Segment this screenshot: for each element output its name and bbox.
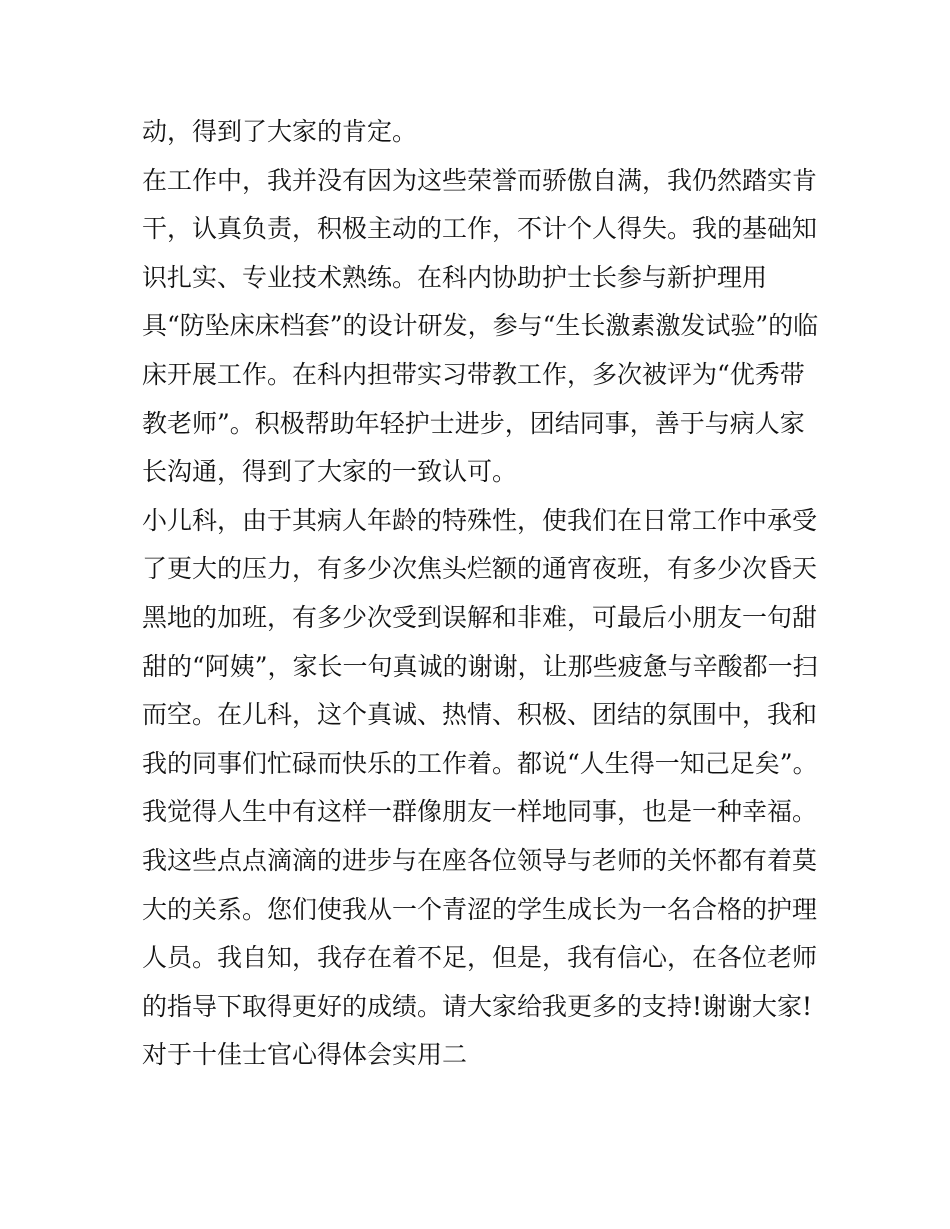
text-line: 具“防坠床床档套”的设计研发，参与“生长激素激发试验”的临	[142, 311, 819, 341]
text-line: 甜的“阿姨”，家长一句真诚的谢谢，让那些疲惫与辛酸都一扫	[142, 651, 818, 681]
text-line: 识扎实、专业技术熟练。在科内协助护士长参与新护理用	[142, 262, 768, 292]
text-line: 而空。在儿科，这个真诚、热情、积极、团结的氛围中，我和	[142, 700, 818, 730]
text-line: 干，认真负责，积极主动的工作，不计个人得失。我的基础知	[142, 214, 818, 244]
text-line: 小儿科，由于其病人年龄的特殊性，使我们在日常工作中承受	[142, 505, 818, 535]
text-line: 在工作中，我并没有因为这些荣誉而骄傲自满，我仍然踏实肯	[142, 165, 818, 195]
text-line: 动，得到了大家的肯定。	[142, 117, 418, 146]
document-body	[142, 108, 832, 1080]
text-line: 了更大的压力，有多少次焦头烂额的通宵夜班，有多少次昏天	[142, 554, 818, 584]
text-line: 教老师”。积极帮助年轻护士进步，团结同事，善于与病人家	[142, 408, 805, 438]
text-line: 我觉得人生中有这样一群像朋友一样地同事，也是一种幸福。	[142, 797, 818, 827]
section-heading: 对于十佳士官心得体会实用二	[142, 1040, 468, 1070]
text-line: 黑地的加班，有多少次受到误解和非难，可最后小朋友一句甜	[142, 602, 818, 632]
text-line: 大的关系。您们使我从一个青涩的学生成长为一名合格的护理	[142, 894, 818, 924]
text-line: 的指导下取得更好的成绩。请大家给我更多的支持!谢谢大家!	[142, 991, 813, 1021]
text-line: 我这些点点滴滴的进步与在座各位领导与老师的关怀都有着莫	[142, 845, 818, 875]
text-line: 床开展工作。在科内担带实习带教工作，多次被评为“优秀带	[142, 359, 805, 389]
text-line: 人员。我自知，我存在着不足，但是，我有信心，在各位老师	[142, 943, 818, 973]
text-line: 长沟通，得到了大家的一致认可。	[142, 457, 518, 487]
text-line: 我的同事们忙碌而快乐的工作着。都说“人生得一知己足矣”。	[142, 748, 818, 778]
